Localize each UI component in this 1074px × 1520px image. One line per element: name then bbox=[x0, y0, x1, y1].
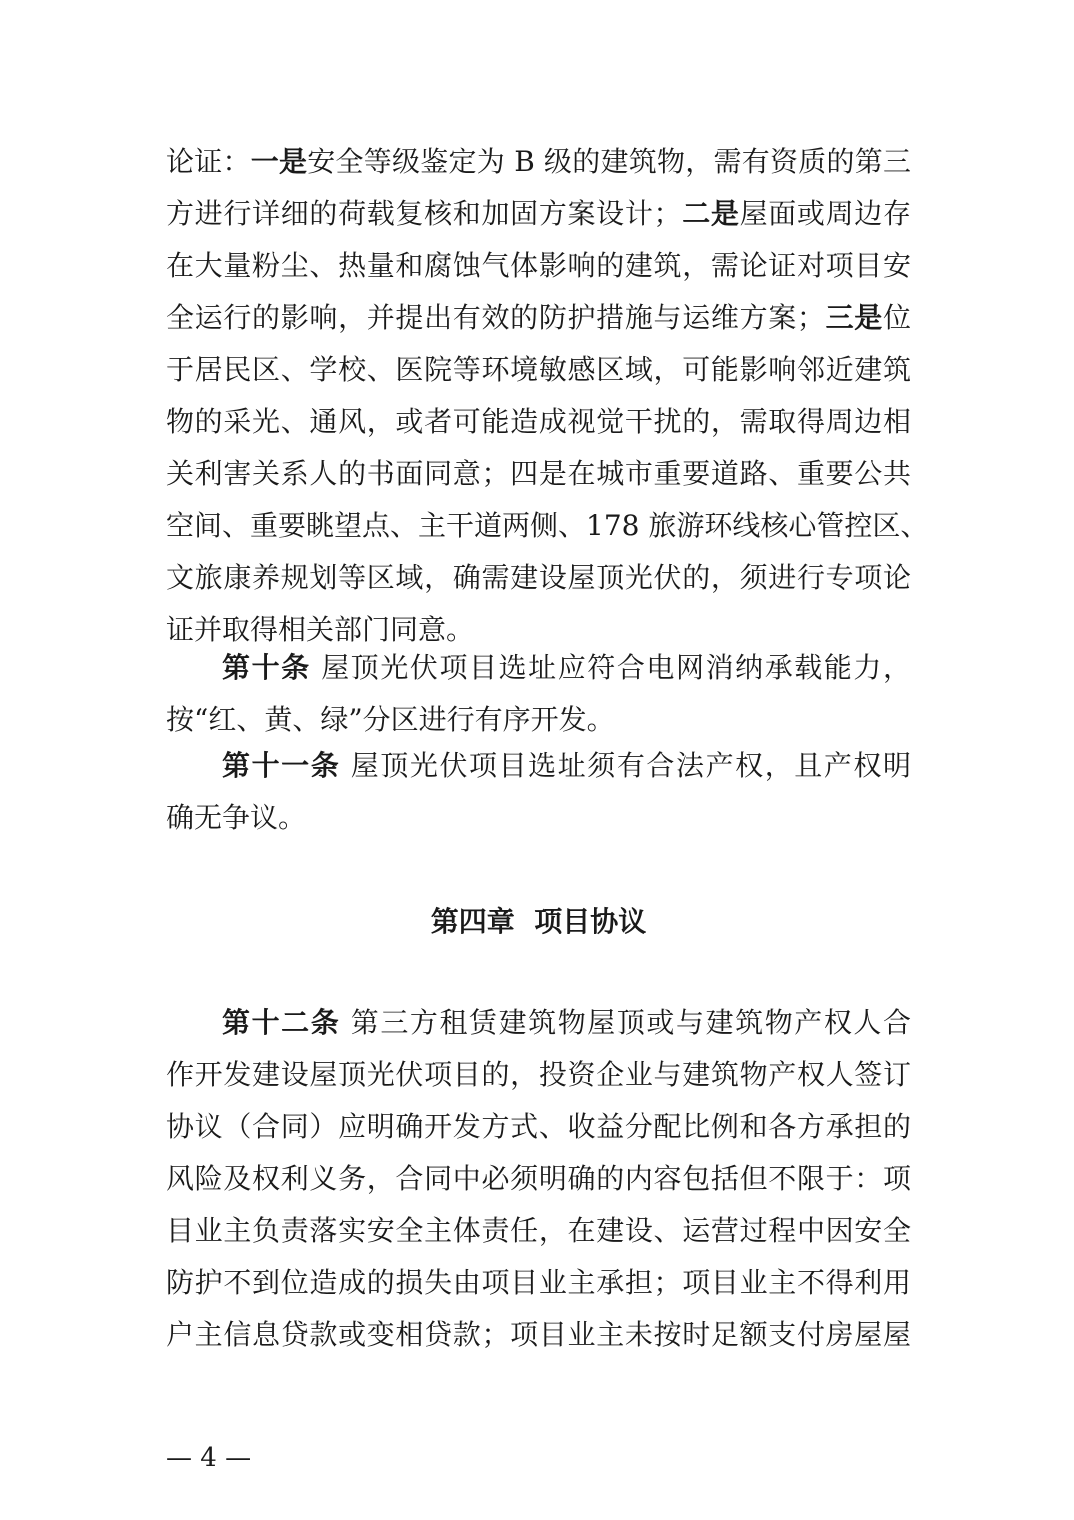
text-span: 作开发建设屋顶光伏项目的，投资企业与建筑物产权人签订 bbox=[166, 1058, 911, 1091]
bold-marker: 二是 bbox=[681, 197, 740, 230]
article-label: 第十条 bbox=[222, 651, 311, 684]
text-span: 确无争议。 bbox=[166, 801, 307, 834]
text-span: 防护不到位造成的损失由项目业主承担；项目业主不得利用 bbox=[166, 1266, 911, 1299]
text-line bbox=[166, 694, 911, 746]
text-span: 目业主负责落实安全主体责任，在建设、运营过程中因安全 bbox=[166, 1214, 911, 1247]
text-span: 协议（合同）应明确开发方式、收益分配比例和各方承担的 bbox=[166, 1110, 911, 1143]
text-span: 屋顶光伏项目选址应符合电网消纳承载能力， bbox=[321, 651, 911, 684]
text-span: 于居民区、学校、医院等环境敏感区域，可能影响邻近建筑 bbox=[166, 353, 911, 386]
article-10 bbox=[166, 642, 911, 746]
text-line bbox=[166, 500, 929, 552]
chapter-title: 第四章 项目协议 bbox=[430, 905, 647, 938]
text-span: 屋面或周边存 bbox=[739, 197, 911, 230]
text-span: 屋顶光伏项目选址须有合法产权，且产权明 bbox=[350, 749, 911, 782]
text-line bbox=[166, 240, 911, 292]
text-line bbox=[166, 292, 911, 344]
text-line bbox=[166, 344, 911, 396]
article-12 bbox=[166, 997, 911, 1361]
text-line bbox=[166, 740, 911, 792]
text-line bbox=[166, 396, 911, 448]
text-span: 物的采光、通风，或者可能造成视觉干扰的，需取得周边相 bbox=[166, 405, 911, 438]
text-line bbox=[166, 1153, 911, 1205]
text-line bbox=[166, 552, 911, 604]
bold-marker: 三是 bbox=[824, 301, 883, 334]
text-span: 在大量粉尘、热量和腐蚀气体影响的建筑，需论证对项目安 bbox=[166, 249, 911, 282]
text-line bbox=[166, 792, 911, 844]
text-line bbox=[166, 1309, 911, 1361]
text-span: 按“红、黄、绿”分区进行有序开发。 bbox=[166, 703, 615, 736]
text-span: 户主信息贷款或变相贷款；项目业主未按时足额支付房屋屋 bbox=[166, 1318, 911, 1351]
bold-marker: 一是 bbox=[250, 145, 308, 178]
page-number: — 4 — bbox=[166, 1443, 252, 1473]
text-line bbox=[166, 136, 911, 188]
article-label: 第十一条 bbox=[222, 749, 341, 782]
text-span: 全运行的影响，并提出有效的防护措施与运维方案； bbox=[166, 301, 825, 334]
text-span: 第三方租赁建筑物屋顶或与建筑物产权人合 bbox=[350, 1006, 911, 1039]
text-span: 位 bbox=[882, 301, 911, 334]
text-line bbox=[166, 1257, 911, 1309]
article-11 bbox=[166, 740, 911, 844]
text-line bbox=[166, 1205, 911, 1257]
text-span: 文旅康养规划等区域，确需建设屋顶光伏的，须进行专项论 bbox=[166, 561, 911, 594]
text-span: 关利害关系人的书面同意；四是在城市重要道路、重要公共 bbox=[166, 457, 911, 490]
text-span: 论证： bbox=[166, 145, 251, 178]
text-line bbox=[166, 997, 911, 1049]
text-line bbox=[166, 188, 911, 240]
text-line bbox=[166, 1101, 911, 1153]
text-line bbox=[166, 642, 911, 694]
text-span: 安全等级鉴定为 B 级的建筑物，需有资质的第三 bbox=[307, 145, 911, 178]
article-label: 第十二条 bbox=[222, 1006, 341, 1039]
paragraph-requirements bbox=[166, 136, 929, 656]
text-span: 证并取得相关部门同意。 bbox=[166, 613, 475, 646]
text-line bbox=[166, 448, 911, 500]
text-span: 空间、重要眺望点、主干道两侧、178 旅游环线核心管控区、 bbox=[166, 509, 929, 542]
text-line bbox=[166, 1049, 911, 1101]
text-span: 风险及权利义务，合同中必须明确的内容包括但不限于：项 bbox=[166, 1162, 911, 1195]
text-span: 方进行详细的荷载复核和加固方案设计； bbox=[166, 197, 682, 230]
